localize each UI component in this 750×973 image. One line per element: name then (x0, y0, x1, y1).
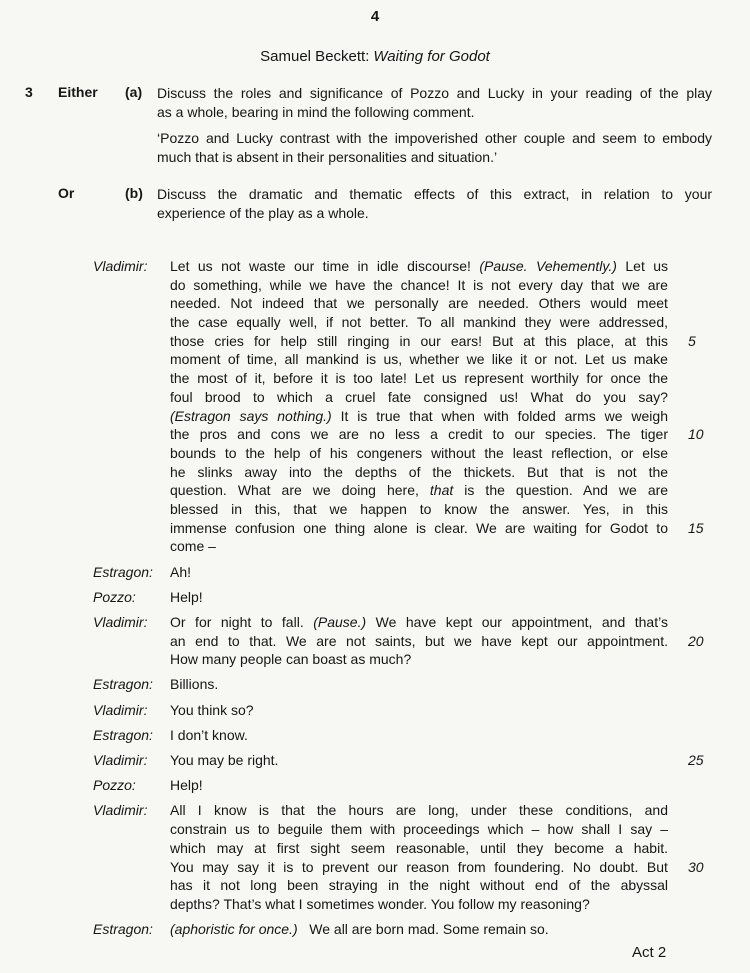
text-line (170, 388, 668, 407)
speaker-name: Vladimir: (93, 258, 148, 274)
question-option-b (25, 185, 712, 222)
speech-lines (170, 701, 668, 720)
text-line (157, 129, 712, 148)
text-line-content: I don’t know. (170, 726, 248, 743)
either-label: Either (58, 84, 98, 100)
text-line-content: an end to that. We are not saints, but we have kept our appointment. (170, 632, 668, 649)
text-line-content: experience of the play as a whole. (157, 204, 369, 221)
title-author: Samuel Beckett: (260, 48, 370, 65)
title-work: Waiting for Godot (373, 48, 490, 65)
text-line-content: needed. Not indeed that we personally are needed. Others would meet (170, 295, 668, 312)
text-line-content: blessed in this, that we happen to know the answer. Yes, in this (170, 500, 668, 517)
extract-line-number: 15 (688, 519, 704, 536)
question-option-a (25, 84, 712, 167)
text-line (170, 463, 668, 482)
text-line (170, 332, 696, 351)
speech (93, 588, 733, 607)
speech-lines (170, 801, 704, 913)
text-line-content: Discuss the dramatic and thematic effects of this extract, in relation to your (157, 186, 713, 202)
question-b-text (157, 185, 712, 222)
extract-line-number: 20 (688, 632, 704, 649)
text-line (170, 588, 668, 607)
speaker-name: Pozzo: (93, 777, 136, 794)
text-line (170, 820, 668, 839)
text-line (170, 895, 668, 914)
text-line-content: the case equally well, if not better. To all mankind they were addressed, (170, 314, 668, 331)
extract-line-number: 25 (688, 752, 704, 769)
text-line-content: immense confusion one thing alone is clear. We are waiting for Godot to (170, 519, 668, 536)
text-line-content: You may say it is to prevent our reason from foundering. No doubt. But (170, 858, 668, 875)
text-line-content: foul brood to which a cruel fate consigned us! What do you say? (170, 388, 668, 405)
text-line-content: moment of time, all mankind is us, whether we like it or not. Let us make (170, 351, 668, 368)
question-a-content (157, 84, 712, 167)
text-line (170, 257, 668, 276)
text-line (157, 103, 712, 122)
speech-lines (170, 920, 668, 939)
speech (93, 613, 733, 669)
speech-lines (170, 257, 704, 556)
text-line (170, 858, 704, 877)
speech (93, 701, 733, 720)
text-line-content: Help! (170, 588, 203, 605)
speech (93, 675, 733, 694)
text-line (170, 632, 704, 651)
speech-lines (170, 588, 668, 607)
play-extract (93, 257, 733, 945)
text-line-content: Billions. (170, 676, 219, 693)
extract-line-number: 5 (688, 332, 696, 349)
text-line-content: Discuss the roles and significance of Pozzo and Lucky in your reading of the play (157, 85, 713, 101)
text-line-content: Ah! (170, 563, 192, 580)
text-line (170, 313, 668, 332)
or-label: Or (58, 185, 75, 201)
text-line-content: he slinks away into the depths of the thickets. But that is not the (170, 463, 669, 480)
text-line-content: which may at first sight seem reasonable, until they become a habit. (170, 839, 668, 856)
extract-line-number: 10 (688, 426, 704, 443)
text-line-content: Or for night to fall. (Pause.) We have kept our appointment, and that’s (170, 613, 668, 630)
speech-lines (170, 726, 668, 745)
text-line (157, 204, 712, 223)
question-b-content (157, 185, 712, 222)
text-line (170, 839, 668, 858)
speech (93, 726, 733, 745)
speech (93, 776, 733, 795)
text-line (170, 369, 668, 388)
text-line (170, 563, 668, 582)
text-line (170, 920, 668, 939)
text-line (170, 444, 668, 463)
speaker-name: Estragon: (93, 563, 153, 580)
part-a-label: (a) (125, 84, 143, 100)
text-line (170, 425, 704, 444)
text-line-content: come – (170, 538, 216, 555)
text-line (170, 519, 704, 538)
text-line (157, 148, 712, 167)
text-line-content: All I know is that the hours are long, under these conditions, and (170, 802, 669, 819)
text-line (170, 675, 668, 694)
text-line-content: do something, while we have the chance! It is not every day that we are (170, 276, 668, 293)
speech-lines (170, 675, 668, 694)
question-number: 3 (25, 84, 33, 100)
question-a-text (157, 84, 712, 121)
speech (93, 257, 733, 556)
speaker-name: Pozzo: (93, 588, 136, 605)
text-line-content: depths? That’s what I sometimes wonder. You follow my reasoning? (170, 895, 590, 912)
text-line (170, 726, 668, 745)
question-a-quote (157, 129, 712, 166)
text-line-content: has it not long been straying in the night without end of the abyssal (170, 877, 669, 894)
text-line (170, 776, 668, 795)
text-line (170, 350, 668, 369)
text-line-content: those cries for help still ringing in our ears! But at this place, at this (170, 332, 668, 349)
text-line-content: as a whole, bearing in mind the following comment. (157, 103, 475, 120)
text-line-content: Help! (170, 777, 203, 794)
text-line (170, 876, 668, 895)
text-line (170, 751, 704, 770)
text-line (170, 537, 668, 556)
text-line-content: bounds to the help of his congeners without the least reflection, or else (170, 444, 668, 461)
text-line-content: question. What are we doing here, that is the question. And we are (170, 482, 669, 499)
speech (93, 920, 733, 939)
extract-line-number: 30 (688, 858, 704, 875)
speaker-name: Vladimir: (93, 613, 148, 630)
speaker-name: Estragon: (93, 676, 153, 693)
speaker-name: Vladimir: (93, 802, 148, 819)
text-line (170, 276, 668, 295)
speech-lines (170, 613, 704, 669)
text-line (170, 801, 668, 820)
text-line (170, 701, 668, 720)
part-b-label: (b) (125, 185, 143, 201)
speaker-name: Estragon: (93, 921, 153, 938)
text-line-content: the pros and cons we are no less a credit to our species. The tiger (170, 426, 668, 443)
text-line-content: How many people can boast as much? (170, 651, 412, 668)
speech (93, 751, 733, 770)
paper-title (0, 48, 750, 65)
speech-lines (170, 751, 704, 770)
text-line (170, 650, 668, 669)
page-number: 4 (370, 8, 380, 25)
speech (93, 563, 733, 582)
text-line-content: much that is absent in their personalities and situation.’ (157, 149, 498, 166)
speech-lines (170, 563, 668, 582)
text-line (170, 500, 668, 519)
text-line-content: (Estragon says nothing.) It is true that when with folded arms we weigh (170, 407, 668, 424)
text-line (170, 407, 668, 426)
act-label: Act 2 (632, 944, 667, 961)
text-line (170, 613, 668, 632)
text-line (170, 294, 668, 313)
text-line-content: (aphoristic for once.) We all are born mad. Some remain so. (170, 921, 549, 938)
speaker-name: Vladimir: (93, 701, 148, 718)
speaker-name: Estragon: (93, 726, 153, 743)
text-line-content: the most of it, before it is too late! Let us represent worthily for once the (170, 370, 669, 387)
text-line-content: constrain us to beguile them with proceedings which – how shall I say – (170, 821, 669, 838)
text-line (157, 185, 712, 204)
text-line-content: Let us not waste our time in idle discourse! (Pause. Vehemently.) Let us (170, 258, 669, 274)
text-line-content: You may be right. (170, 752, 279, 769)
text-line-content: You think so? (170, 701, 254, 718)
speech (93, 801, 733, 913)
speech-lines (170, 776, 668, 795)
speaker-name: Vladimir: (93, 752, 148, 769)
text-line (170, 481, 668, 500)
text-line-content: ‘Pozzo and Lucky contrast with the impoverished other couple and seem to embody (157, 130, 713, 147)
text-line (157, 84, 712, 103)
